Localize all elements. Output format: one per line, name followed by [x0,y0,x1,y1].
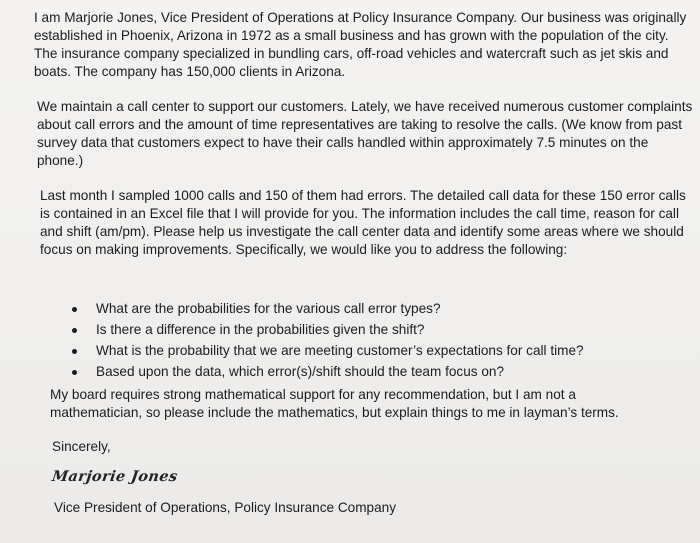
question-list [72,300,672,384]
bullet-icon [72,370,77,375]
list-item [72,363,672,381]
question-text: What is the probability that we are meeting customer’s expectations for call time? [96,343,584,358]
handwritten-signature: Marjorie Jones [50,468,179,485]
intro-paragraph: I am Marjorie Jones, Vice President of Operations at Policy Insurance Company. Our business was originally established in Phoenix, Arizona in 1972 as a small business and has grown with the population of the city. The insurance company specialized in bundling cars, off-road vehicles and watercraft such as jet skis and boats. The company has 150,000 clients in Arizona. [34,10,687,79]
call-center-paragraph: We maintain a call center to support our customers. Lately, we have received numerous customer complaints about call errors and the amount of time representatives are taking to resolve the calls. (We know from past survey data that customers expect to have their calls handled within approximately 7.5 minutes on the phone.) [37,99,693,168]
closing-salutation: Sincerely, [52,439,111,454]
bullet-icon [72,307,77,312]
list-item [72,342,672,360]
question-text: Is there a difference in the probabilities given the shift? [96,322,425,337]
question-text: What are the probabilities for the various call error types? [96,301,441,316]
signer-title: Vice President of Operations, Policy Insurance Company [54,500,397,515]
bullet-icon [72,328,77,333]
list-item [72,321,672,339]
bullet-icon [72,349,77,354]
sample-data-paragraph: Last month I sampled 1000 calls and 150 of them had errors. The detailed call data for these 150 error calls is contained in an Excel file that I will provide for you. The information includes the call time, reason for call and shift (am/pm). Please help us investigate the call center data and identify some areas where we should focus on making improvements. Specifically, we would like you to address the following: [40,188,686,257]
requirements-paragraph: My board requires strong mathematical support for any recommendation, but I am not a mathematician, so please include the mathematics, but explain things to me in layman’s terms. [50,387,619,420]
question-text: Based upon the data, which error(s)/shift should the team focus on? [96,364,505,379]
list-item [72,300,672,318]
